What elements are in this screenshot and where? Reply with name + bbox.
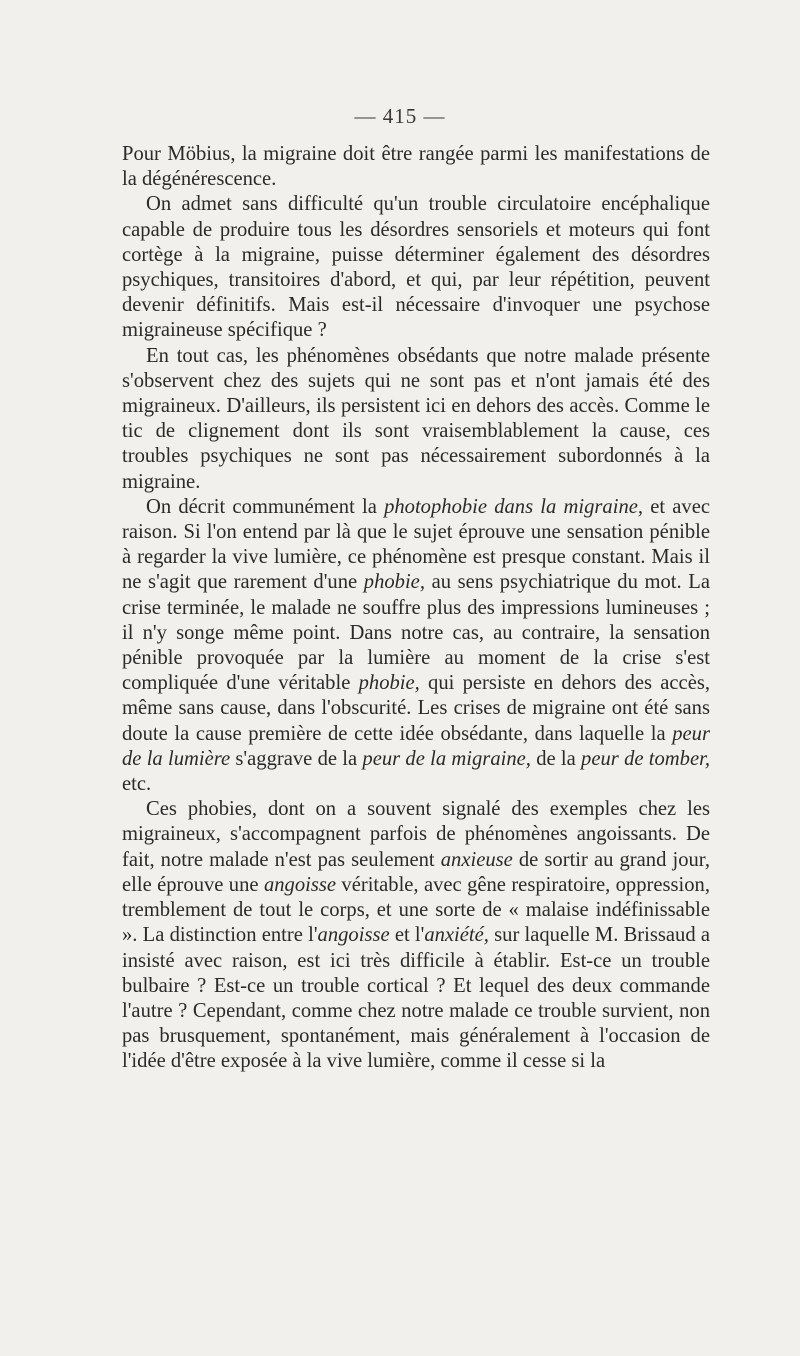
text-run: de la [530, 747, 582, 770]
italic-phrase: angoisse [263, 873, 337, 896]
italic-phrase: phobie, [358, 672, 420, 695]
paragraph [122, 797, 710, 1074]
text-run: En tout cas, les phénomènes obsédants que notre malade présente s'observent chez des sujets qui ne sont pas et n'ont jamais été des migraineux. D'ailleurs, ils persistent ici en dehors des accès. Comme le tic de clignement dont ils sont vraisemblablement la cause, ces troubles psychiques ne sont pas nécessairement subordonnés à la migraine. [122, 344, 710, 493]
text-run: On décrit communément la [146, 495, 385, 518]
italic-phrase: angoisse [317, 924, 390, 947]
body-text [122, 142, 710, 1075]
text-run: etc. [122, 773, 152, 796]
italic-phrase: peur de tomber, [581, 747, 710, 770]
text-run: Ces phobies, dont on a souvent signalé des exemples chez les migraineux, s'accompagnent parfois de phénomènes angoissants. De fait, notre malade n'est pas seulement [122, 798, 710, 871]
text-run: On admet sans difficulté qu'un trouble circulatoire encéphalique capable de produire tous les désordres sensoriels et moteurs qui font cortège à la migraine, puisse déterminer également des désordres psychiques, transitoires d'abord, et qui, par leur répétition, peuvent devenir définitifs. Mais est-il nécessaire d'invoquer une psychose migraineuse spécifique ? [122, 193, 710, 342]
page-number: — 415 — [354, 104, 446, 128]
italic-phrase: peur de la lumière [122, 722, 710, 770]
paragraph [122, 495, 710, 797]
text-run: s'aggrave de la [230, 747, 363, 770]
text-run: au sens psychiatrique du mot. La crise terminée, le malade ne souffre plus des impressions lumineuses ; il n'y songe même point. Dans notre cas, au contraire, la sensation pénible provoquée par la lumière au moment de la crise s'est compliquée d'une véritable [122, 571, 710, 695]
italic-phrase: phobie, [363, 571, 425, 594]
paragraph [122, 344, 710, 495]
text-run: véritable, avec gêne respiratoire, oppression, tremblement de tout le corps, et une sorte de « malaise indéfinissable ». La distinction entre l' [122, 873, 710, 947]
text-run: sur laquelle M. Brissaud a insisté avec raison, est ici très difficile à établir. Est-ce un trouble bulbaire ? Est-ce un trouble cortical ? Et lequel des deux commande l'autre ? Cependant, comme chez notre malade ce trouble survient, non pas brusquement, spontanément, mais généralement à l'occasion de l'idée d'être exposée à la vive lumière, comme il cesse si la [122, 924, 710, 1073]
italic-phrase: peur de la migraine, [362, 747, 531, 770]
text-run: Pour Möbius, la migraine doit être rangée parmi les manifestations de la dégénérescence. [122, 143, 710, 191]
text-run: de sortir au grand jour, elle éprouve une [122, 848, 710, 896]
paragraph [122, 192, 710, 343]
paragraph [122, 142, 710, 192]
text-run: et avec raison. Si l'on entend par là que le sujet éprouve une sensation pénible à regarder la vive lumière, ce phénomène est presque constant. Mais il ne s'agit que rarement d'une [122, 495, 710, 594]
italic-phrase: anxieuse [440, 848, 513, 871]
text-run: et l' [389, 924, 425, 947]
text-run: qui persiste en dehors des accès, même sans cause, dans l'obscurité. Les crises de migraine ont été sans doute la cause première de cette idée obsédante, dans laquelle la [122, 672, 711, 745]
italic-phrase: photophobie dans la migraine, [384, 495, 644, 518]
italic-phrase: anxiété, [424, 924, 489, 947]
